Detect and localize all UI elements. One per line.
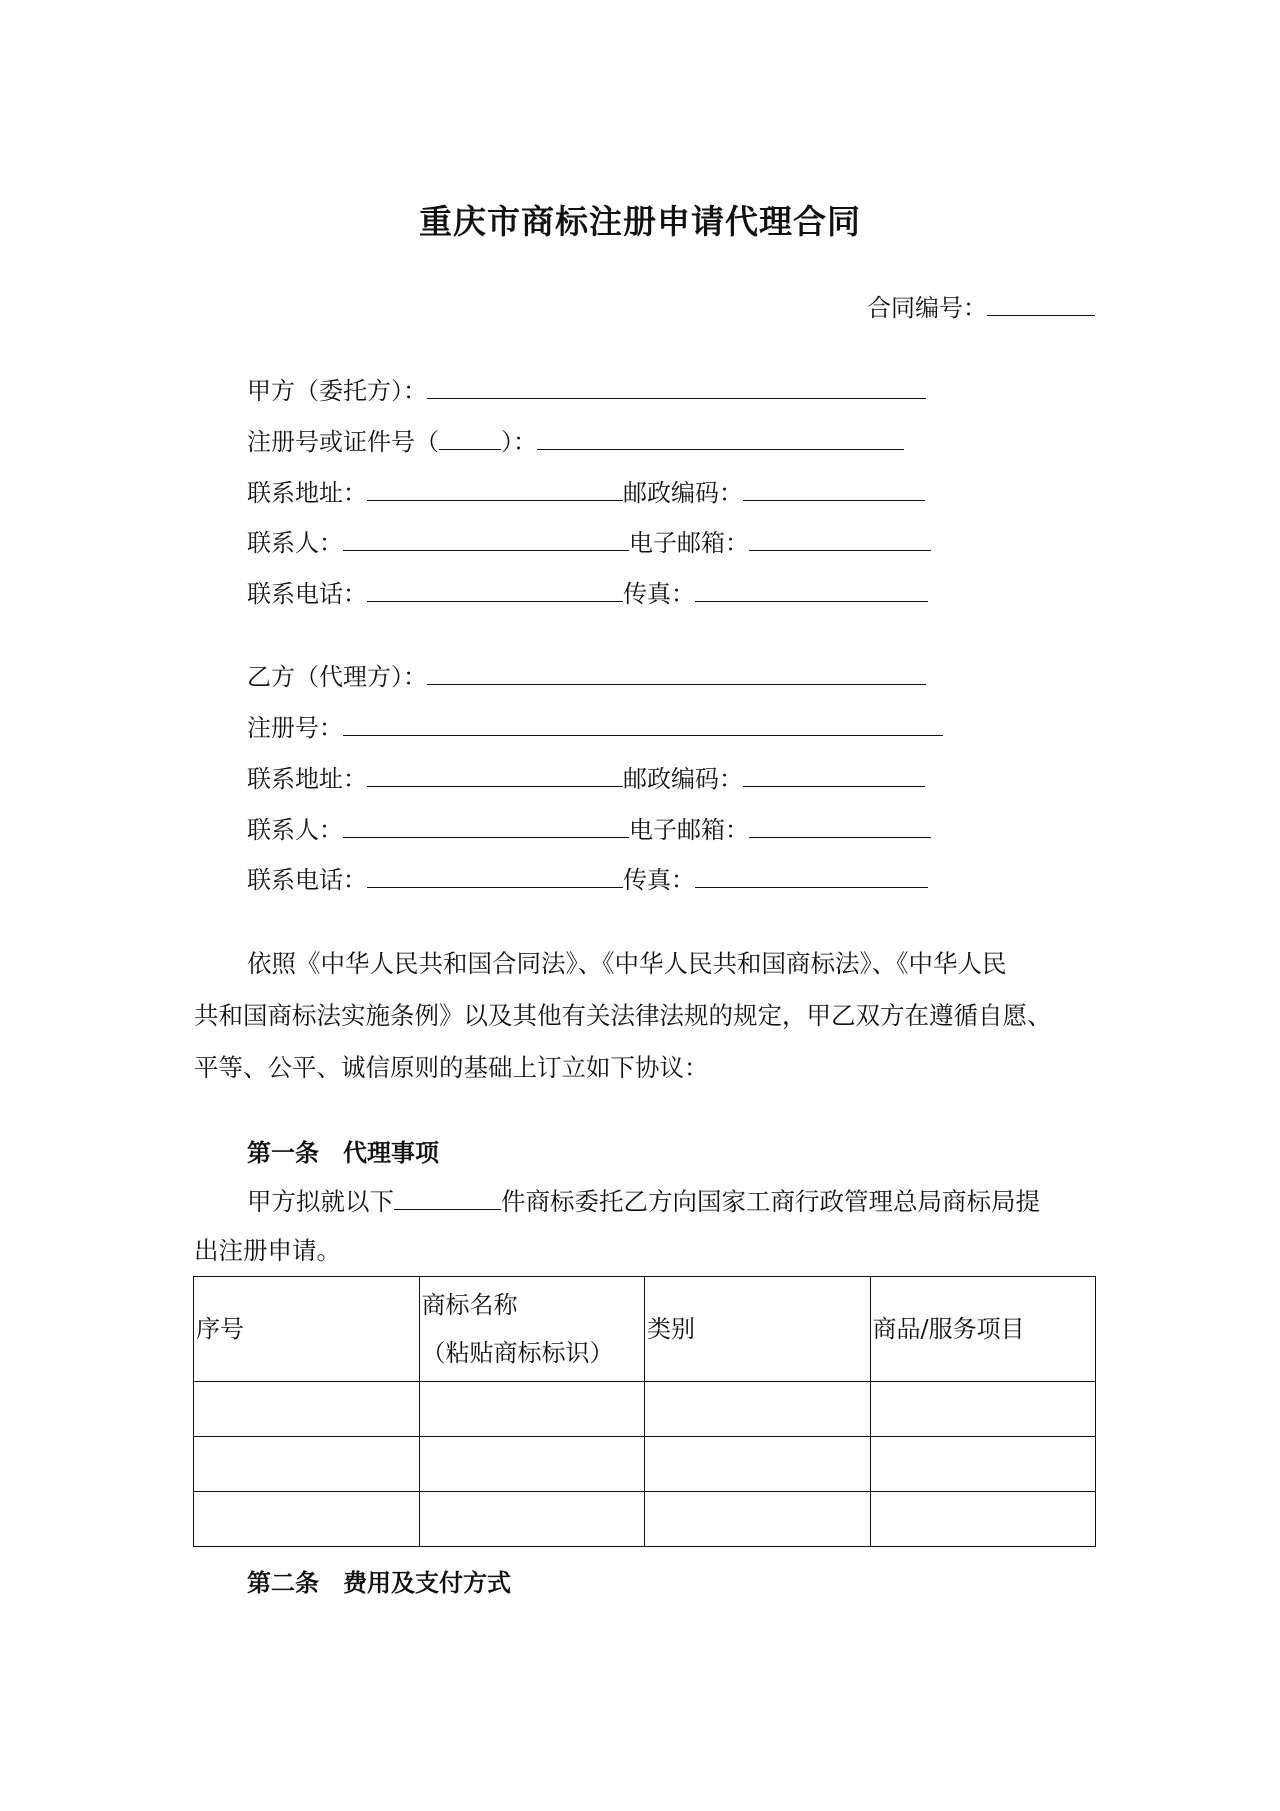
header-goods-services: 商品/服务项目 (870, 1277, 1096, 1382)
table-cell[interactable] (419, 1492, 645, 1547)
party-a-email-label: 电子邮箱： (629, 529, 749, 557)
party-b-address-blank[interactable] (367, 760, 623, 787)
party-a-contact-row (247, 524, 931, 558)
article-2-heading: 第二条 费用及支付方式 (247, 1569, 511, 1597)
trademark-count-blank[interactable] (394, 1183, 501, 1210)
table-cell[interactable] (645, 1437, 871, 1492)
party-b-email-label: 电子邮箱： (629, 816, 749, 844)
article-1-text-line-2: 出注册申请。 (194, 1236, 341, 1265)
table-cell[interactable] (194, 1492, 420, 1547)
party-a-reg-blank[interactable] (537, 423, 904, 450)
table-cell[interactable] (870, 1382, 1096, 1437)
party-b-email-blank[interactable] (749, 811, 931, 838)
table-cell[interactable] (419, 1382, 645, 1437)
article-1-text-before: 甲方拟就以下 (247, 1187, 394, 1216)
table-cell[interactable] (194, 1382, 420, 1437)
party-b-reg-row (247, 709, 943, 743)
contract-number-label: 合同编号： (867, 294, 987, 322)
party-b-fax-blank[interactable] (695, 861, 928, 888)
preamble-line-1: 依照《中华人民共和国合同法》、《中华人民共和国商标法》、《中华人民 (247, 949, 1007, 978)
party-b-fax-label: 传真： (623, 866, 695, 894)
preamble-line-3: 平等、公平、诚信原则的基础上订立如下协议： (194, 1053, 709, 1082)
table-header-row (194, 1277, 1096, 1382)
header-trademark-name (419, 1277, 645, 1382)
party-a-address-blank[interactable] (367, 474, 623, 501)
preamble-paragraph (194, 938, 1094, 1094)
table-cell[interactable] (645, 1382, 871, 1437)
party-a-name-row (247, 372, 926, 406)
party-b-reg-blank[interactable] (343, 709, 943, 736)
party-b-reg-label: 注册号： (247, 714, 343, 742)
party-b-name-label: 乙方（代理方）： (247, 663, 427, 691)
party-a-reg-label-prefix: 注册号或证件号（ (247, 428, 439, 456)
party-a-reg-type-blank[interactable] (439, 423, 501, 450)
header-trademark-name-line-2: （粘贴商标标识） (421, 1339, 614, 1367)
article-1-text (247, 1183, 1040, 1217)
table-cell[interactable] (645, 1492, 871, 1547)
header-class: 类别 (645, 1277, 871, 1382)
party-b-address-label: 联系地址： (247, 765, 367, 793)
table-row (194, 1382, 1096, 1437)
party-a-name-label: 甲方（委托方）： (247, 377, 427, 405)
party-b-phone-row (247, 861, 928, 895)
party-a-reg-row (247, 423, 904, 457)
party-a-reg-label-suffix: ）： (501, 428, 537, 456)
article-1-text-after: 件商标委托乙方向国家工商行政管理总局商标局提 (501, 1187, 1040, 1216)
header-trademark-name-line-1: 商标名称 (421, 1291, 518, 1319)
table-row (194, 1492, 1096, 1547)
trademark-table (193, 1276, 1096, 1547)
party-a-address-row (247, 474, 925, 508)
header-serial-no: 序号 (194, 1277, 420, 1382)
party-a-address-label: 联系地址： (247, 479, 367, 507)
party-b-postcode-label: 邮政编码： (623, 765, 743, 793)
page-title: 重庆市商标注册申请代理合同 (419, 202, 861, 241)
party-b-name-blank[interactable] (427, 658, 926, 685)
table-cell[interactable] (870, 1437, 1096, 1492)
article-1-heading: 第一条 代理事项 (247, 1139, 439, 1167)
party-b-contact-row (247, 811, 931, 845)
contract-number-field (867, 288, 1095, 323)
preamble-line-2: 共和国商标法实施条例》以及其他有关法律法规的规定，甲乙双方在遵循自愿、 (194, 1001, 1052, 1030)
party-b-contact-blank[interactable] (343, 811, 629, 838)
party-a-contact-label: 联系人： (247, 529, 343, 557)
party-a-postcode-blank[interactable] (743, 474, 925, 501)
party-a-phone-label: 联系电话： (247, 580, 367, 608)
contract-number-blank[interactable] (987, 289, 1095, 316)
table-cell[interactable] (194, 1437, 420, 1492)
party-a-contact-blank[interactable] (343, 524, 629, 551)
party-b-name-row (247, 658, 926, 692)
table-row (194, 1437, 1096, 1492)
party-b-phone-blank[interactable] (367, 861, 623, 888)
table-cell[interactable] (870, 1492, 1096, 1547)
party-a-fax-blank[interactable] (695, 575, 928, 602)
party-b-postcode-blank[interactable] (743, 760, 925, 787)
party-a-phone-row (247, 575, 928, 609)
party-b-address-row (247, 760, 925, 794)
party-b-phone-label: 联系电话： (247, 866, 367, 894)
party-a-phone-blank[interactable] (367, 575, 623, 602)
party-a-postcode-label: 邮政编码： (623, 479, 743, 507)
table-cell[interactable] (419, 1437, 645, 1492)
party-a-name-blank[interactable] (427, 372, 926, 399)
party-a-email-blank[interactable] (749, 524, 931, 551)
party-a-fax-label: 传真： (623, 580, 695, 608)
party-b-contact-label: 联系人： (247, 816, 343, 844)
